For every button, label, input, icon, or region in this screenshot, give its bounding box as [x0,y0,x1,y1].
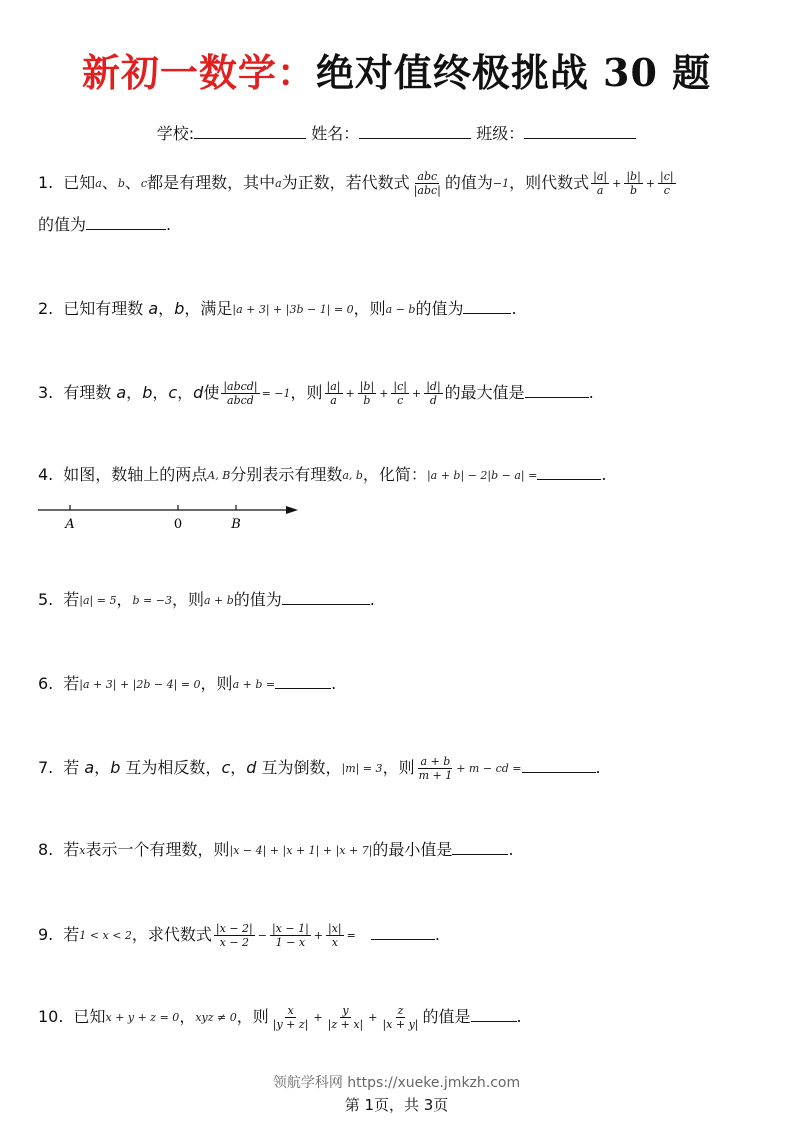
fraction [326,1004,366,1031]
math-expr: a + b [203,593,234,607]
math-var: b [110,758,121,777]
fraction [358,380,376,407]
denominator: a [596,184,604,197]
math-expr: b = −3 [132,593,172,607]
math-expr: |a + 3| + |2b − 4| = 0 [79,677,201,691]
answer-blank[interactable] [371,925,435,940]
numerator: |x − 2| [215,922,253,935]
numerator: y [342,1004,349,1017]
denominator: b [630,184,638,197]
q-end: . [511,299,517,318]
fraction [624,170,642,197]
q-text: 为正数，若代数式 [281,173,410,192]
q-text: ，则 [353,299,386,318]
fraction [214,922,255,949]
q-text: ，则 [236,1007,269,1026]
question-number: 7. [38,758,54,777]
question-4 [38,463,606,488]
answer-blank[interactable] [537,465,601,480]
q-text: ， [152,383,169,402]
q-end: . [508,840,514,859]
q-text: 的值为 [38,215,87,234]
question-3 [38,380,594,407]
q-text: 互为倒数， [256,758,342,777]
q-text: 若 [63,590,80,609]
name-label: 姓名： [311,124,360,143]
denominator: d [429,394,437,407]
page-title [0,42,793,97]
q-text: 的值为 [233,590,282,609]
math-expr: |a + 3| + |3b − 1| = 0 [232,302,354,316]
fraction [424,380,442,407]
math-expr: |a + b| − 2|b − a| = [426,468,538,482]
question-number: 4. [38,465,54,484]
title-black-part: 绝对值终极挑战 30 题 [315,50,712,95]
numerator: |b| [359,380,375,393]
q-end: . [601,465,607,484]
q-text: ， [126,383,143,402]
denominator: abcd [227,394,254,407]
q-text: ，则代数式 [509,173,590,192]
q-text: 若 [63,840,80,859]
q-end: . [595,758,601,777]
title-red-part: 新初一数学： [81,50,316,95]
math-expr: |a| = 5 [79,593,117,607]
arrow-right-icon [286,506,298,514]
math-op: + [345,386,355,400]
label-zero: 0 [173,517,183,532]
q-text: 已知有理数 [63,299,149,318]
math-expr: a, b [342,468,363,482]
q-text: 分别表示有理数 [230,465,343,484]
math-expr: A, B [207,468,231,482]
question-number: 3. [38,383,54,402]
math-op: = [346,928,356,942]
q-text: 已知 [63,173,96,192]
student-info-row [0,121,793,144]
denominator: |abc| [413,184,441,197]
fraction [391,380,409,407]
q-text: ， [116,590,133,609]
fraction [270,922,311,949]
math-expr: x + y + z = 0 [105,1010,180,1024]
number-line-figure [38,500,308,536]
denominator: m + 1 [418,769,453,782]
denominator: a [330,394,337,407]
math-op: + [411,386,422,400]
math-expr: |x − 4| + |x + 1| + |x + 7| [229,843,373,857]
answer-blank[interactable] [525,383,589,398]
denominator: c [663,184,670,197]
q-text: 、 [124,173,141,192]
math-op: + [313,1010,323,1024]
q-text: 若 [63,758,85,777]
q-end: . [331,674,337,693]
math-expr: a + b = [232,677,276,691]
question-number: 6. [38,674,54,693]
q-end: . [369,590,375,609]
school-field[interactable] [194,124,306,139]
q-text: 的最小值是 [372,840,453,859]
math-var: b [174,299,185,318]
question-number: 2. [38,299,54,318]
label-b: B [231,517,241,532]
math-expr: xyz ≠ 0 [195,1010,237,1024]
question-7 [38,755,601,782]
label-a: A [65,517,75,532]
numerator: |a| [593,170,608,183]
numerator: |c| [660,170,674,183]
math-expr: 1 < x < 2 [79,928,132,942]
answer-blank[interactable] [471,1007,517,1022]
fraction [658,170,676,197]
denominator: b [363,394,371,407]
class-field[interactable] [524,124,636,139]
math-expr: a − b [385,302,416,316]
question-8 [38,838,514,863]
numerator: z [397,1004,404,1017]
math-op: + [368,1010,378,1024]
q-text: 的值是 [422,1007,471,1026]
math-var: x [79,843,86,857]
fraction [221,380,259,407]
q-text: ， [158,299,175,318]
q-text: 表示一个有理数，则 [85,840,230,859]
denominator: 1 − x [275,936,306,949]
numerator: |x| [328,922,342,935]
fraction [271,1004,311,1031]
math-expr: −1 [492,176,510,190]
question-6 [38,672,336,697]
class-label: 班级： [476,124,525,143]
fraction [412,170,443,197]
q-text: 如图，数轴上的两点 [63,465,208,484]
footer-source: 领航学科网 https://xueke.jmkzh.com [272,1075,521,1091]
math-var: c [168,383,178,402]
q-text: 若 [63,925,80,944]
math-var: d [193,383,204,402]
q-end: . [516,1007,522,1026]
math-var: c [140,176,148,190]
question-10 [38,1004,522,1031]
fraction [591,170,609,197]
math-var: a [95,176,102,190]
question-5 [38,588,375,613]
q-text: 有理数 [63,383,117,402]
math-expr: = −1 [261,386,291,400]
fraction [417,755,455,782]
math-op: − [257,928,267,942]
answer-blank[interactable] [275,674,331,689]
q-text: 的值为 [415,299,464,318]
question-number: 10. [38,1007,64,1026]
q-text: 使 [203,383,220,402]
fraction [380,1004,420,1031]
answer-blank[interactable] [86,215,166,230]
answer-blank[interactable] [452,840,508,855]
math-expr: |m| = 3 [341,761,383,775]
q-end: . [434,925,440,944]
denominator: |z + x| [327,1018,364,1031]
fraction [326,922,344,949]
denominator: x [331,936,338,949]
question-number: 8. [38,840,54,859]
question-number: 5. [38,590,54,609]
question-9 [38,922,440,949]
question-1 [38,170,678,197]
math-var: c [221,758,231,777]
q-text: 、 [101,173,118,192]
q-text: ，则 [382,758,415,777]
q-text: 都是有理数，其中 [147,173,276,192]
math-op: + [645,176,656,190]
q-text: ， [230,758,247,777]
math-var: a [84,758,95,777]
question-number: 9. [38,925,54,944]
denominator: |x + y| [382,1018,419,1031]
answer-blank[interactable] [282,590,370,605]
denominator: |y + z| [272,1018,309,1031]
q-end: . [166,215,172,234]
math-op: + [612,176,622,190]
numerator: |abcd| [223,380,258,393]
math-var: d [246,758,257,777]
numerator: x [287,1004,294,1017]
question-1-cont [38,213,171,237]
name-field[interactable] [359,124,471,139]
numerator: |c| [393,380,407,393]
q-text: ， [179,1007,196,1026]
math-var: b [117,176,125,190]
footer-page-number: 第 1页，共 3页 [344,1096,449,1114]
q-text: ，求代数式 [131,925,212,944]
q-text: ， [177,383,194,402]
math-op: + [313,928,324,942]
numerator: |b| [626,170,641,183]
math-op: + [379,386,389,400]
numerator: |a| [326,380,341,393]
numerator: abc [417,170,438,183]
q-text: ，化简： [362,465,427,484]
q-text: ，则 [290,383,323,402]
q-text: ，则 [200,674,233,693]
q-text: 若 [63,674,80,693]
q-text: 互为相反数， [120,758,222,777]
q-text: 的最大值是 [444,383,525,402]
numerator: a + b [420,755,451,768]
denominator: c [397,394,404,407]
math-expr: + m − cd = [456,761,522,775]
numerator: |x − 1| [271,922,309,935]
math-var: b [142,383,153,402]
numerator: |d| [426,380,441,393]
question-2 [38,297,517,322]
math-var: a [148,299,159,318]
fraction [325,380,343,407]
q-text: ，则 [171,590,204,609]
denominator: x − 2 [219,936,250,949]
q-text: ，满足 [184,299,233,318]
q-text: 的值为 [444,173,493,192]
q-text: 已知 [73,1007,106,1026]
q-end: . [588,383,594,402]
school-label: 学校: [156,124,195,143]
q-text: ， [94,758,111,777]
answer-blank[interactable] [522,758,596,773]
math-var: a [275,176,282,190]
question-number: 1. [38,173,54,192]
answer-blank[interactable] [463,299,511,314]
math-var: a [116,383,127,402]
